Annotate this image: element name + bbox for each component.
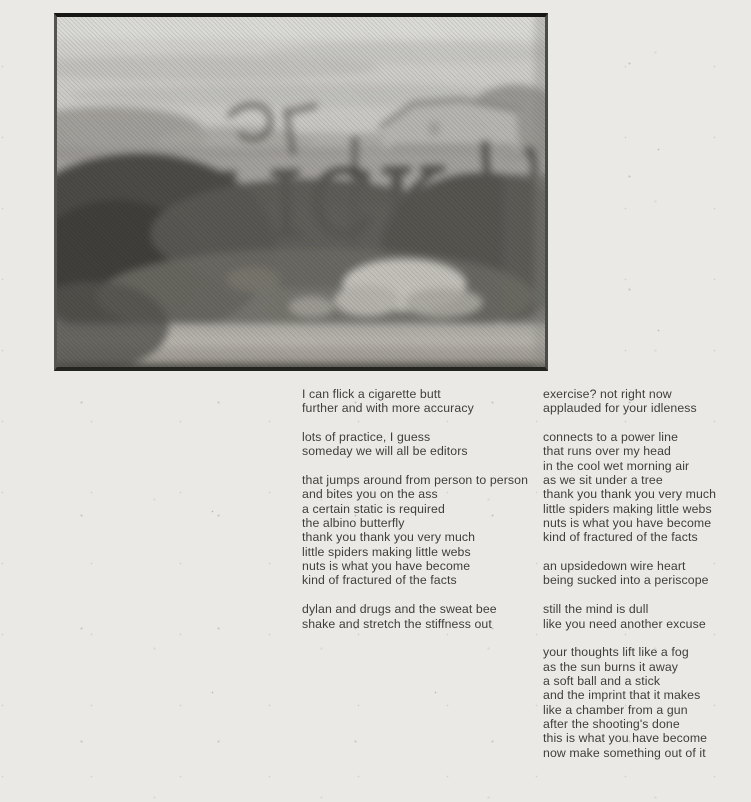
poem-line: applauded for your idleness <box>543 401 697 416</box>
poem-stanza <box>543 430 748 545</box>
poem-line: and bites you on the ass <box>302 487 438 502</box>
poem-stanza <box>543 645 748 760</box>
poem-line: thank you thank you very much <box>302 530 476 545</box>
poem-line: a soft ball and a stick <box>543 673 661 688</box>
poem-stanza <box>543 559 748 588</box>
poem-line: connects to a power line <box>543 430 679 445</box>
poem-line: exercise? not right now <box>543 387 672 401</box>
poem-line: that jumps around from person to person <box>302 473 529 488</box>
poem-line: lots of practice, I guess <box>302 430 431 445</box>
poem-line: thank you thank you very much <box>543 487 717 502</box>
poem-stanza <box>302 473 547 588</box>
poem-stanza <box>543 602 748 631</box>
poem-line: nuts is what you have become <box>543 516 712 531</box>
poem-line: nuts is what you have become <box>302 559 471 574</box>
field-photo-image <box>57 17 545 367</box>
poem-line: that runs over my head <box>543 444 671 459</box>
poem-line: further and with more accuracy <box>302 401 474 416</box>
poem-column-right <box>543 387 748 760</box>
field-photo <box>54 13 548 371</box>
poem-line: someday we will all be editors <box>302 444 468 459</box>
poem-stanza <box>302 602 547 631</box>
poem-line: like you need another excuse <box>543 616 706 631</box>
poem-line: being sucked into a periscope <box>543 573 709 588</box>
poem-line: the albino butterfly <box>302 516 405 531</box>
poem-line: kind of fractured of the facts <box>302 573 457 588</box>
poem-line: now make something out of it <box>543 745 706 760</box>
poem-line: in the cool wet morning air <box>543 458 690 473</box>
poem-line: little spiders making little webs <box>543 501 712 516</box>
poem-line: your thoughts lift like a fog <box>543 645 689 660</box>
poem-line: a certain static is required <box>302 501 445 516</box>
poem-line: kind of fractured of the facts <box>543 530 698 545</box>
poem-line: as we sit under a tree <box>543 473 663 488</box>
poem-line: like a chamber from a gun <box>543 702 688 717</box>
poem-line: still the mind is dull <box>543 602 649 617</box>
poem-line: I can flick a cigarette butt <box>302 387 441 401</box>
poem-line: this is what you have become <box>543 731 708 746</box>
poem-line: after the shooting's done <box>543 716 680 731</box>
poem-stanza <box>302 430 547 459</box>
poem-line: as the sun burns it away <box>543 659 679 674</box>
poem-stanza <box>543 387 748 416</box>
poem-stanza <box>302 387 547 416</box>
poem-line: and the imprint that it makes <box>543 688 701 703</box>
field-photo-art <box>57 17 545 367</box>
poem-line: an upsidedown wire heart <box>543 559 686 574</box>
poem-line: shake and stretch the stiffness out <box>302 616 492 631</box>
poem-line: little spiders making little webs <box>302 544 471 559</box>
poem-line: dylan and drugs and the sweat bee <box>302 602 497 617</box>
poem-column-left <box>302 387 547 631</box>
